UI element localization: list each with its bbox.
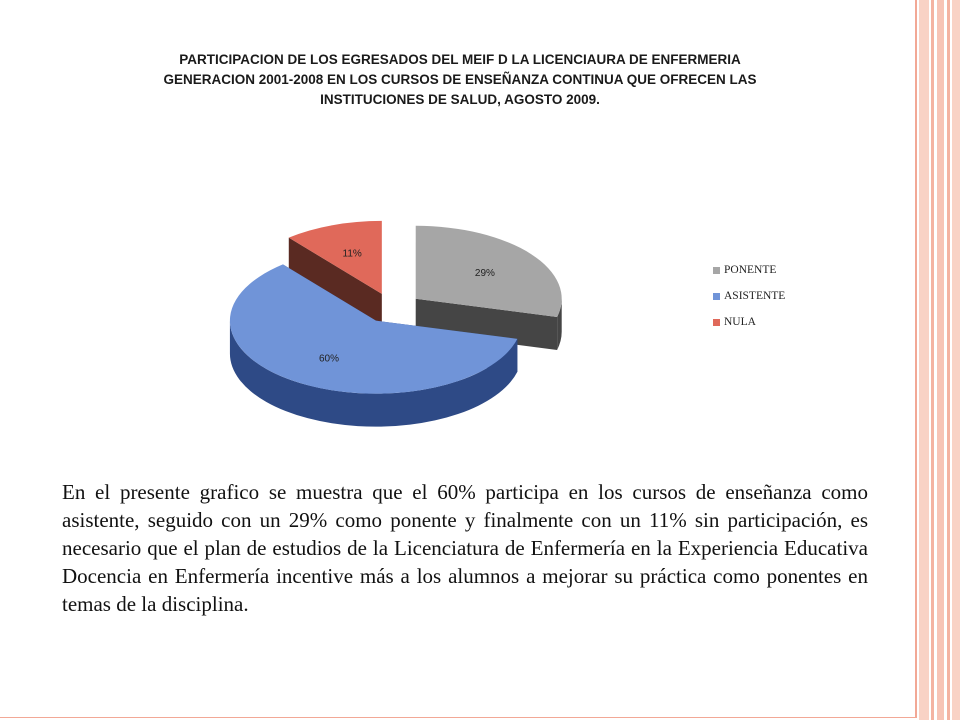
legend-item-nula: [713, 309, 785, 335]
legend-swatch: [713, 293, 720, 300]
legend-swatch: [713, 319, 720, 326]
legend-label: ASISTENTE: [724, 290, 786, 302]
legend-swatch: [713, 267, 720, 274]
slice-label-nula: 11%: [342, 248, 362, 260]
legend-label: PONENTE: [724, 264, 777, 276]
chart-legend: [713, 257, 785, 335]
slice-label-ponente: 29%: [474, 267, 495, 279]
legend-label: NULA: [724, 316, 756, 328]
chart-title: PARTICIPACION DE LOS EGRESADOS DEL MEIF D LA LICENCIAURA DE ENFERMERIA GENERACION 2001-2008 EN LOS CURSOS DE ENSEÑANZA CONTINUA QUE OFRECEN LAS INSTITUCIONES DE SALUD, AGOSTO 2009.: [163, 52, 757, 107]
chart-description: En el presente grafico se muestra que el 60% participa en los cursos de enseñanza como asistente, seguido con un 29% como ponente y finalmente con un 11% sin participación, es necesario que el plan de estudios de la Licenciatura de Enfermería en la Experiencia Educativa Docencia en Enfermería incentive más a los alumnos a mejorar su práctica como ponentes en temas de la disciplina.: [62, 480, 868, 616]
slice-label-asistente: 60%: [318, 353, 339, 365]
legend-item-ponente: [713, 257, 785, 283]
legend-item-asistente: [713, 283, 785, 309]
